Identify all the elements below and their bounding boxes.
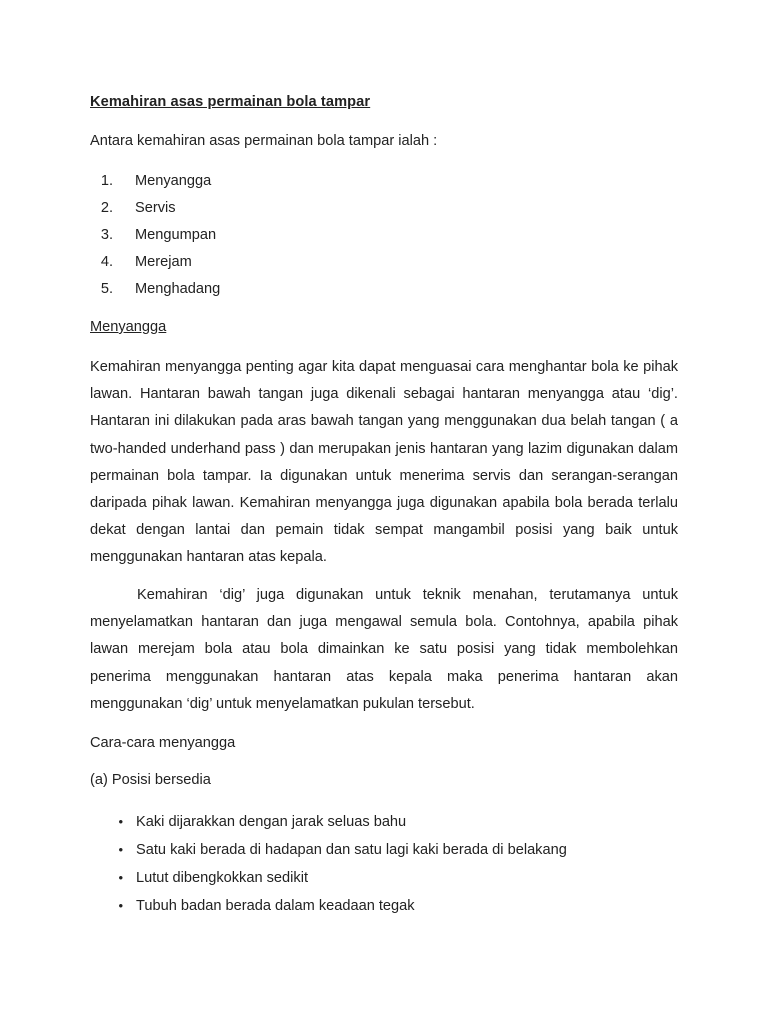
list-item-label: Kaki dijarakkan dengan jarak seluas bahu: [136, 814, 407, 830]
skills-list: [90, 172, 220, 307]
list-item: [90, 280, 220, 307]
list-item: [90, 253, 220, 280]
intro-text: Antara kemahiran asas permainan bola tampar ialah :: [90, 133, 438, 149]
list-item: [90, 813, 567, 841]
paragraph-menyangga: Kemahiran menyangga penting agar kita dapat menguasai cara menghantar bola ke pihak lawan. Hantaran bawah tangan juga dikenali sebagai hantaran menyangga atau ‘dig’. Hantaran ini dilakukan pada aras bawah tangan yang menggunakan dua belah tangan ( a two-handed underhand pass ) dan merupakan jenis hantaran yang lazim digunakan dalam permainan bola tampar. Ia digunakan untuk menerima servis dan serangan-serangan daripada pihak lawan. Kemahiran menyangga juga digunakan apabila bola berada terlalu dekat dengan lantai dan pemain tidak sempat mangambil posisi yang baik untuk menggunakan hantaran atas kepala.: [90, 359, 678, 566]
document-title: Kemahiran asas permainan bola tampar: [90, 94, 371, 110]
list-number: 2.: [100, 200, 113, 216]
list-item-label: Menghadang: [135, 281, 221, 297]
paragraph-dig: Kemahiran ‘dig’ juga digunakan untuk teknik menahan, terutamanya untuk menyelamatkan hantaran dan juga mengawal semula bola. Contohnya, apabila pihak lawan merejam bola atau bola dimainkan ke satu posisi yang tidak membolehkan penerima menggunakan hantaran atas kepala maka penerima hantaran akan menggunakan ‘dig’ untuk menyelamatkan pukulan tersebut.: [90, 587, 678, 712]
position-bullet-list: [90, 813, 567, 925]
list-item-label: Servis: [135, 200, 176, 216]
list-number: 1.: [100, 173, 113, 189]
list-item-label: Tubuh badan berada dalam keadaan tegak: [136, 898, 415, 914]
methods-heading: Cara-cara menyangga: [90, 735, 236, 751]
list-item: [90, 172, 220, 199]
bullet-icon: •: [118, 842, 123, 857]
bullet-icon: •: [118, 898, 123, 913]
list-number: 4.: [100, 254, 113, 270]
list-item-label: Merejam: [135, 254, 192, 270]
bullet-icon: •: [118, 870, 123, 885]
list-item-label: Mengumpan: [135, 227, 217, 243]
list-number: 3.: [100, 227, 113, 243]
list-item: [90, 841, 567, 869]
list-item: [90, 897, 567, 925]
list-item-label: Lutut dibengkokkan sedikit: [136, 870, 308, 886]
bullet-icon: •: [118, 814, 123, 829]
list-item: [90, 869, 567, 897]
section-heading: Menyangga: [90, 319, 167, 335]
list-item-label: Satu kaki berada di hadapan dan satu lagi kaki berada di belakang: [136, 842, 567, 858]
list-item: [90, 199, 220, 226]
list-item: [90, 226, 220, 253]
list-item-label: Menyangga: [135, 173, 212, 189]
list-number: 5.: [100, 281, 113, 297]
position-heading: (a) Posisi bersedia: [90, 772, 211, 788]
